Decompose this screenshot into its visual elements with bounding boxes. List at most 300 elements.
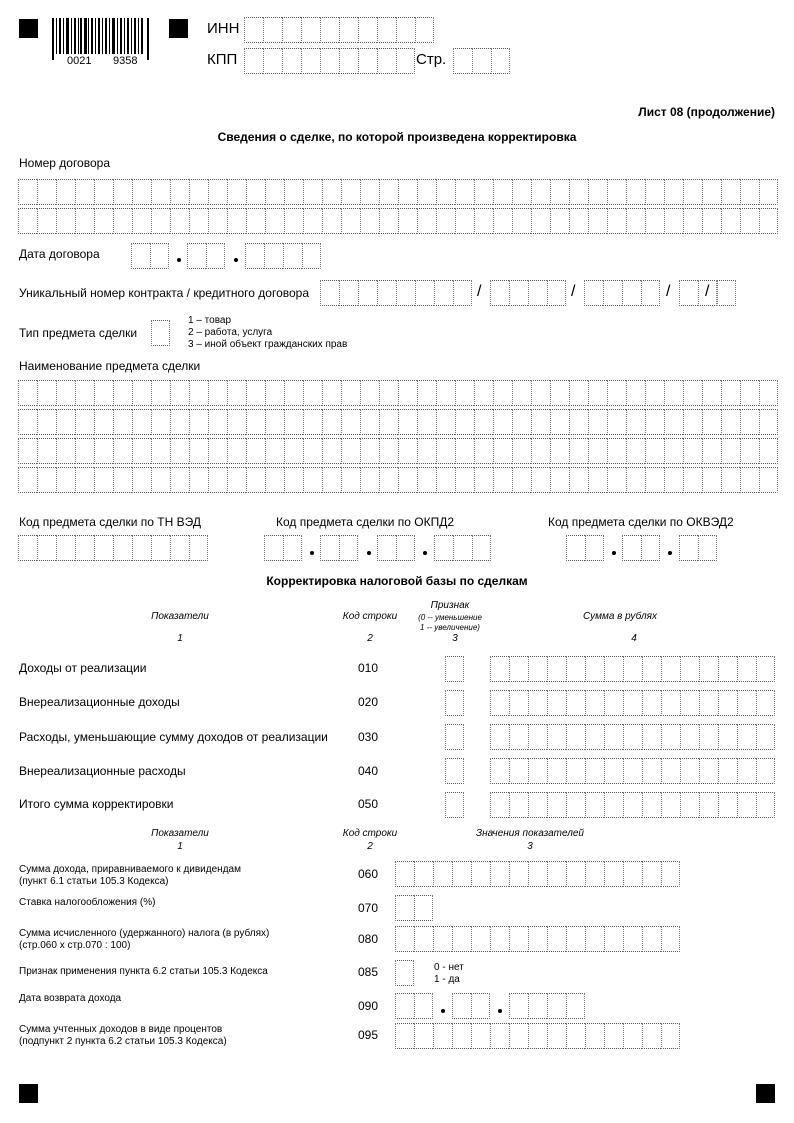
input-cell[interactable] xyxy=(607,179,626,205)
input-cell[interactable] xyxy=(547,724,566,750)
input-cell[interactable] xyxy=(509,792,528,818)
input-cell[interactable] xyxy=(189,467,208,493)
subject-name-field-row2[interactable] xyxy=(18,409,778,435)
input-cell[interactable] xyxy=(170,380,189,406)
input-cell[interactable] xyxy=(436,179,455,205)
input-cell[interactable] xyxy=(414,895,433,921)
input-cell[interactable] xyxy=(528,724,547,750)
input-cell[interactable] xyxy=(56,409,75,435)
input-cell[interactable] xyxy=(246,208,265,234)
input-cell[interactable] xyxy=(56,208,75,234)
input-cell[interactable] xyxy=(339,48,358,74)
input-cell[interactable] xyxy=(433,926,452,952)
input-cell[interactable] xyxy=(588,208,607,234)
input-cell[interactable] xyxy=(607,467,626,493)
input-cell[interactable] xyxy=(283,535,302,561)
input-cell[interactable] xyxy=(661,926,680,952)
input-cell[interactable] xyxy=(94,535,113,561)
input-cell[interactable] xyxy=(341,179,360,205)
input-cell[interactable] xyxy=(680,690,699,716)
row-flag-field[interactable] xyxy=(445,690,464,716)
input-cell[interactable] xyxy=(588,179,607,205)
row-flag-field[interactable] xyxy=(445,656,464,682)
input-cell[interactable] xyxy=(566,724,585,750)
row-flag-field[interactable] xyxy=(445,724,464,750)
input-cell[interactable] xyxy=(245,243,264,269)
input-cell[interactable] xyxy=(453,535,472,561)
input-cell[interactable] xyxy=(341,467,360,493)
input-cell[interactable] xyxy=(395,993,414,1019)
input-cell[interactable] xyxy=(414,1023,433,1049)
input-cell[interactable] xyxy=(645,380,664,406)
input-cell[interactable] xyxy=(642,1023,661,1049)
okpd2-part2[interactable] xyxy=(320,535,358,561)
input-cell[interactable] xyxy=(584,280,603,306)
input-cell[interactable] xyxy=(379,438,398,464)
input-cell[interactable] xyxy=(623,926,642,952)
input-cell[interactable] xyxy=(37,409,56,435)
input-cell[interactable] xyxy=(626,380,645,406)
input-cell[interactable] xyxy=(189,438,208,464)
input-cell[interactable] xyxy=(227,409,246,435)
input-cell[interactable] xyxy=(284,467,303,493)
input-cell[interactable] xyxy=(436,380,455,406)
input-cell[interactable] xyxy=(493,208,512,234)
input-cell[interactable] xyxy=(585,535,604,561)
input-cell[interactable] xyxy=(642,792,661,818)
unique-number-part1[interactable] xyxy=(320,280,472,306)
input-cell[interactable] xyxy=(56,438,75,464)
input-cell[interactable] xyxy=(284,380,303,406)
input-cell[interactable] xyxy=(358,48,377,74)
input-cell[interactable] xyxy=(664,380,683,406)
subject-name-field-row1[interactable] xyxy=(18,380,778,406)
input-cell[interactable] xyxy=(94,179,113,205)
input-cell[interactable] xyxy=(588,380,607,406)
input-cell[interactable] xyxy=(18,438,37,464)
input-cell[interactable] xyxy=(170,208,189,234)
input-cell[interactable] xyxy=(341,380,360,406)
row-flag-field[interactable] xyxy=(445,792,464,818)
input-cell[interactable] xyxy=(683,179,702,205)
input-cell[interactable] xyxy=(702,179,721,205)
input-cell[interactable] xyxy=(445,724,464,750)
input-cell[interactable] xyxy=(417,380,436,406)
input-cell[interactable] xyxy=(604,758,623,784)
input-cell[interactable] xyxy=(623,724,642,750)
input-cell[interactable] xyxy=(434,280,453,306)
input-cell[interactable] xyxy=(566,792,585,818)
input-cell[interactable] xyxy=(415,17,434,43)
input-cell[interactable] xyxy=(302,243,321,269)
input-cell[interactable] xyxy=(645,438,664,464)
input-cell[interactable] xyxy=(301,17,320,43)
input-cell[interactable] xyxy=(740,467,759,493)
input-cell[interactable] xyxy=(490,280,509,306)
return-date-year[interactable] xyxy=(509,993,585,1019)
input-cell[interactable] xyxy=(547,993,566,1019)
input-cell[interactable] xyxy=(436,208,455,234)
input-cell[interactable] xyxy=(512,179,531,205)
input-cell[interactable] xyxy=(18,179,37,205)
input-cell[interactable] xyxy=(56,535,75,561)
input-cell[interactable] xyxy=(417,208,436,234)
input-cell[interactable] xyxy=(303,438,322,464)
input-cell[interactable] xyxy=(284,409,303,435)
input-cell[interactable] xyxy=(284,438,303,464)
input-cell[interactable] xyxy=(737,792,756,818)
input-cell[interactable] xyxy=(436,409,455,435)
input-cell[interactable] xyxy=(94,380,113,406)
input-cell[interactable] xyxy=(550,380,569,406)
input-cell[interactable] xyxy=(759,208,778,234)
input-cell[interactable] xyxy=(377,48,396,74)
subject-name-field-row3[interactable] xyxy=(18,438,778,464)
input-cell[interactable] xyxy=(474,409,493,435)
input-cell[interactable] xyxy=(528,690,547,716)
input-cell[interactable] xyxy=(283,243,302,269)
input-cell[interactable] xyxy=(452,993,471,1019)
input-cell[interactable] xyxy=(208,409,227,435)
input-cell[interactable] xyxy=(377,535,396,561)
input-cell[interactable] xyxy=(472,535,491,561)
input-cell[interactable] xyxy=(94,438,113,464)
input-cell[interactable] xyxy=(341,438,360,464)
input-cell[interactable] xyxy=(303,380,322,406)
input-cell[interactable] xyxy=(566,656,585,682)
input-cell[interactable] xyxy=(284,179,303,205)
okved2-part3[interactable] xyxy=(679,535,717,561)
input-cell[interactable] xyxy=(528,280,547,306)
input-cell[interactable] xyxy=(339,535,358,561)
input-cell[interactable] xyxy=(642,690,661,716)
input-cell[interactable] xyxy=(604,792,623,818)
input-cell[interactable] xyxy=(585,1023,604,1049)
input-cell[interactable] xyxy=(455,438,474,464)
input-cell[interactable] xyxy=(721,208,740,234)
input-cell[interactable] xyxy=(322,179,341,205)
input-cell[interactable] xyxy=(37,535,56,561)
input-cell[interactable] xyxy=(265,208,284,234)
input-cell[interactable] xyxy=(550,438,569,464)
input-cell[interactable] xyxy=(113,535,132,561)
input-cell[interactable] xyxy=(396,280,415,306)
input-cell[interactable] xyxy=(683,208,702,234)
input-cell[interactable] xyxy=(208,438,227,464)
input-cell[interactable] xyxy=(265,380,284,406)
input-cell[interactable] xyxy=(702,208,721,234)
input-cell[interactable] xyxy=(531,409,550,435)
input-cell[interactable] xyxy=(509,280,528,306)
row-sum-field[interactable] xyxy=(490,758,775,784)
input-cell[interactable] xyxy=(189,409,208,435)
input-cell[interactable] xyxy=(113,380,132,406)
input-cell[interactable] xyxy=(113,438,132,464)
input-cell[interactable] xyxy=(301,48,320,74)
input-cell[interactable] xyxy=(661,656,680,682)
input-cell[interactable] xyxy=(360,467,379,493)
input-cell[interactable] xyxy=(455,179,474,205)
input-cell[interactable] xyxy=(455,380,474,406)
input-cell[interactable] xyxy=(246,380,265,406)
input-cell[interactable] xyxy=(303,208,322,234)
input-cell[interactable] xyxy=(398,179,417,205)
input-cell[interactable] xyxy=(679,280,698,306)
input-cell[interactable] xyxy=(132,208,151,234)
input-cell[interactable] xyxy=(718,690,737,716)
input-cell[interactable] xyxy=(756,690,775,716)
input-cell[interactable] xyxy=(396,48,415,74)
input-cell[interactable] xyxy=(471,993,490,1019)
input-cell[interactable] xyxy=(547,1023,566,1049)
input-cell[interactable] xyxy=(490,656,509,682)
input-cell[interactable] xyxy=(244,48,263,74)
input-cell[interactable] xyxy=(491,48,510,74)
input-cell[interactable] xyxy=(474,179,493,205)
input-cell[interactable] xyxy=(358,17,377,43)
input-cell[interactable] xyxy=(604,724,623,750)
input-cell[interactable] xyxy=(585,758,604,784)
input-cell[interactable] xyxy=(113,208,132,234)
input-cell[interactable] xyxy=(680,724,699,750)
input-cell[interactable] xyxy=(322,438,341,464)
input-cell[interactable] xyxy=(264,243,283,269)
input-cell[interactable] xyxy=(37,467,56,493)
input-cell[interactable] xyxy=(642,656,661,682)
input-cell[interactable] xyxy=(417,438,436,464)
input-cell[interactable] xyxy=(94,467,113,493)
input-cell[interactable] xyxy=(208,380,227,406)
input-cell[interactable] xyxy=(566,1023,585,1049)
input-cell[interactable] xyxy=(113,467,132,493)
input-cell[interactable] xyxy=(379,208,398,234)
input-cell[interactable] xyxy=(18,409,37,435)
input-cell[interactable] xyxy=(531,208,550,234)
input-cell[interactable] xyxy=(626,409,645,435)
input-cell[interactable] xyxy=(322,380,341,406)
input-cell[interactable] xyxy=(474,438,493,464)
input-cell[interactable] xyxy=(588,438,607,464)
input-cell[interactable] xyxy=(453,280,472,306)
input-cell[interactable] xyxy=(585,792,604,818)
input-cell[interactable] xyxy=(246,467,265,493)
input-cell[interactable] xyxy=(455,467,474,493)
input-cell[interactable] xyxy=(75,409,94,435)
input-cell[interactable] xyxy=(679,535,698,561)
page-field[interactable] xyxy=(453,48,510,74)
input-cell[interactable] xyxy=(379,179,398,205)
input-cell[interactable] xyxy=(509,690,528,716)
input-cell[interactable] xyxy=(664,467,683,493)
input-cell[interactable] xyxy=(509,993,528,1019)
input-cell[interactable] xyxy=(512,467,531,493)
input-cell[interactable] xyxy=(603,280,622,306)
input-cell[interactable] xyxy=(320,535,339,561)
input-cell[interactable] xyxy=(717,280,736,306)
input-cell[interactable] xyxy=(604,861,623,887)
input-cell[interactable] xyxy=(37,208,56,234)
input-cell[interactable] xyxy=(151,535,170,561)
input-cell[interactable] xyxy=(445,690,464,716)
input-cell[interactable] xyxy=(227,179,246,205)
input-cell[interactable] xyxy=(263,48,282,74)
input-cell[interactable] xyxy=(471,861,490,887)
input-cell[interactable] xyxy=(626,179,645,205)
contract-date-year[interactable] xyxy=(245,243,321,269)
input-cell[interactable] xyxy=(759,467,778,493)
input-cell[interactable] xyxy=(604,690,623,716)
input-cell[interactable] xyxy=(626,208,645,234)
input-cell[interactable] xyxy=(170,438,189,464)
contract-date-day[interactable] xyxy=(131,243,169,269)
input-cell[interactable] xyxy=(740,380,759,406)
input-cell[interactable] xyxy=(395,895,414,921)
input-cell[interactable] xyxy=(322,208,341,234)
contract-number-field-row2[interactable] xyxy=(18,208,778,234)
input-cell[interactable] xyxy=(490,926,509,952)
input-cell[interactable] xyxy=(452,1023,471,1049)
input-cell[interactable] xyxy=(740,409,759,435)
input-cell[interactable] xyxy=(756,724,775,750)
input-cell[interactable] xyxy=(471,926,490,952)
input-cell[interactable] xyxy=(322,467,341,493)
input-cell[interactable] xyxy=(626,467,645,493)
input-cell[interactable] xyxy=(56,380,75,406)
input-cell[interactable] xyxy=(227,380,246,406)
input-cell[interactable] xyxy=(56,179,75,205)
input-cell[interactable] xyxy=(509,926,528,952)
input-cell[interactable] xyxy=(189,535,208,561)
input-cell[interactable] xyxy=(377,280,396,306)
input-cell[interactable] xyxy=(360,409,379,435)
input-cell[interactable] xyxy=(623,1023,642,1049)
input-cell[interactable] xyxy=(395,960,414,986)
input-cell[interactable] xyxy=(661,724,680,750)
dividend-income-field[interactable] xyxy=(395,861,680,887)
input-cell[interactable] xyxy=(718,758,737,784)
input-cell[interactable] xyxy=(680,758,699,784)
input-cell[interactable] xyxy=(132,467,151,493)
input-cell[interactable] xyxy=(414,993,433,1019)
input-cell[interactable] xyxy=(113,409,132,435)
input-cell[interactable] xyxy=(151,467,170,493)
input-cell[interactable] xyxy=(740,438,759,464)
input-cell[interactable] xyxy=(566,861,585,887)
input-cell[interactable] xyxy=(531,467,550,493)
input-cell[interactable] xyxy=(698,535,717,561)
input-cell[interactable] xyxy=(607,208,626,234)
input-cell[interactable] xyxy=(683,467,702,493)
kpp-field[interactable] xyxy=(244,48,415,74)
input-cell[interactable] xyxy=(721,380,740,406)
input-cell[interactable] xyxy=(645,208,664,234)
unique-number-part5[interactable] xyxy=(717,280,736,306)
input-cell[interactable] xyxy=(721,438,740,464)
input-cell[interactable] xyxy=(493,438,512,464)
input-cell[interactable] xyxy=(585,724,604,750)
input-cell[interactable] xyxy=(604,926,623,952)
input-cell[interactable] xyxy=(263,17,282,43)
input-cell[interactable] xyxy=(683,438,702,464)
input-cell[interactable] xyxy=(622,535,641,561)
input-cell[interactable] xyxy=(585,926,604,952)
input-cell[interactable] xyxy=(398,467,417,493)
input-cell[interactable] xyxy=(339,17,358,43)
input-cell[interactable] xyxy=(417,179,436,205)
input-cell[interactable] xyxy=(664,208,683,234)
unique-number-part2[interactable] xyxy=(490,280,566,306)
input-cell[interactable] xyxy=(607,380,626,406)
input-cell[interactable] xyxy=(415,280,434,306)
input-cell[interactable] xyxy=(474,467,493,493)
input-cell[interactable] xyxy=(528,758,547,784)
input-cell[interactable] xyxy=(244,17,263,43)
contract-number-field-row1[interactable] xyxy=(18,179,778,205)
input-cell[interactable] xyxy=(189,208,208,234)
input-cell[interactable] xyxy=(607,409,626,435)
input-cell[interactable] xyxy=(396,17,415,43)
input-cell[interactable] xyxy=(445,656,464,682)
input-cell[interactable] xyxy=(395,1023,414,1049)
input-cell[interactable] xyxy=(471,1023,490,1049)
input-cell[interactable] xyxy=(445,758,464,784)
interest-income-field[interactable] xyxy=(395,1023,680,1049)
input-cell[interactable] xyxy=(474,208,493,234)
input-cell[interactable] xyxy=(227,467,246,493)
input-cell[interactable] xyxy=(284,208,303,234)
input-cell[interactable] xyxy=(550,409,569,435)
input-cell[interactable] xyxy=(490,1023,509,1049)
input-cell[interactable] xyxy=(396,535,415,561)
input-cell[interactable] xyxy=(642,926,661,952)
input-cell[interactable] xyxy=(664,438,683,464)
input-cell[interactable] xyxy=(547,280,566,306)
input-cell[interactable] xyxy=(585,861,604,887)
input-cell[interactable] xyxy=(414,926,433,952)
input-cell[interactable] xyxy=(474,380,493,406)
input-cell[interactable] xyxy=(208,179,227,205)
input-cell[interactable] xyxy=(759,409,778,435)
input-cell[interactable] xyxy=(664,179,683,205)
input-cell[interactable] xyxy=(360,380,379,406)
input-cell[interactable] xyxy=(756,792,775,818)
input-cell[interactable] xyxy=(341,208,360,234)
input-cell[interactable] xyxy=(452,861,471,887)
input-cell[interactable] xyxy=(550,467,569,493)
input-cell[interactable] xyxy=(379,380,398,406)
input-cell[interactable] xyxy=(170,409,189,435)
input-cell[interactable] xyxy=(721,409,740,435)
input-cell[interactable] xyxy=(604,656,623,682)
input-cell[interactable] xyxy=(683,409,702,435)
input-cell[interactable] xyxy=(189,179,208,205)
input-cell[interactable] xyxy=(37,438,56,464)
input-cell[interactable] xyxy=(151,320,170,346)
input-cell[interactable] xyxy=(547,792,566,818)
input-cell[interactable] xyxy=(622,280,641,306)
input-cell[interactable] xyxy=(453,48,472,74)
row-sum-field[interactable] xyxy=(490,656,775,682)
inn-field[interactable] xyxy=(244,17,434,43)
input-cell[interactable] xyxy=(170,535,189,561)
input-cell[interactable] xyxy=(702,467,721,493)
input-cell[interactable] xyxy=(434,535,453,561)
input-cell[interactable] xyxy=(641,535,660,561)
input-cell[interactable] xyxy=(569,208,588,234)
input-cell[interactable] xyxy=(490,758,509,784)
row-sum-field[interactable] xyxy=(490,792,775,818)
input-cell[interactable] xyxy=(282,48,301,74)
